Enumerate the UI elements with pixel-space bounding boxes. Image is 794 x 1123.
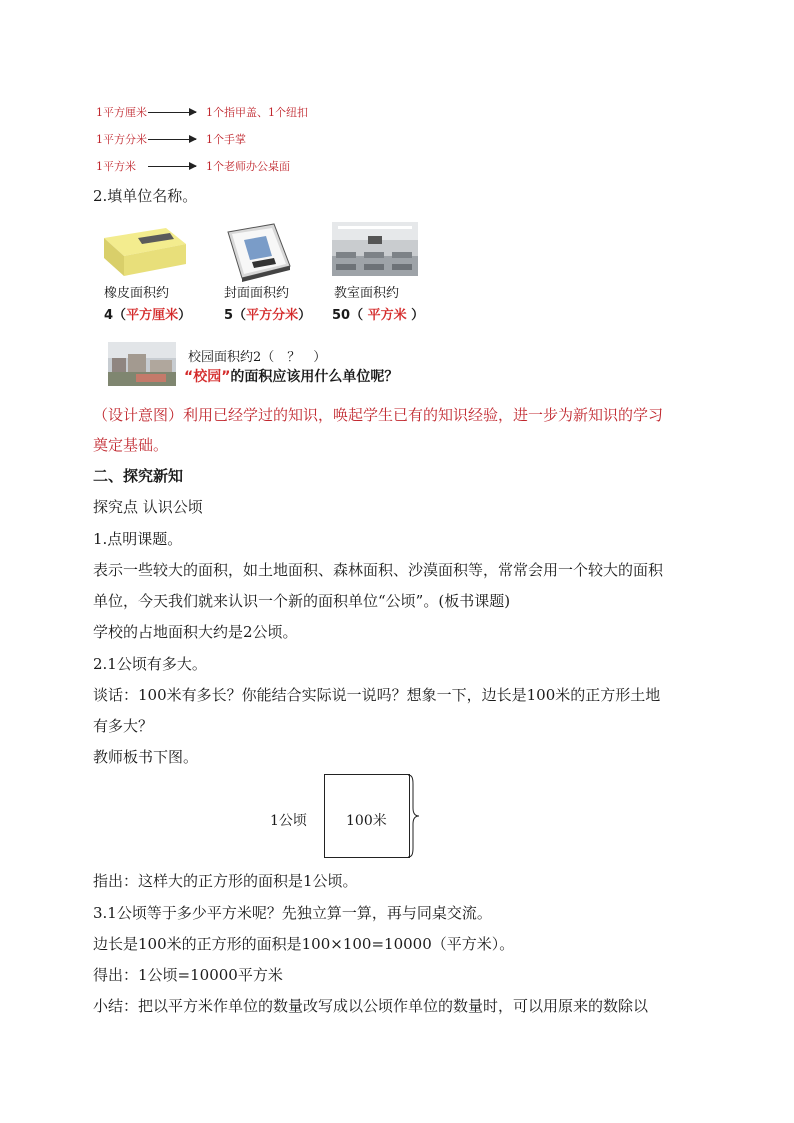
answer-number: 5 <box>224 308 234 323</box>
paragraph: 边长是100米的正方形的面积是100×100=10000（平方米）。 <box>93 935 515 953</box>
paragraph: 学校的占地面积大约是2公顷。 <box>93 623 298 641</box>
unit-label: 1平方厘米 <box>96 106 147 119</box>
answer-unit: 平方厘米 <box>126 308 179 323</box>
unit-label: 1平方米 <box>96 160 136 173</box>
answer-number: 50 <box>332 308 351 323</box>
question-2-title: 2.填单位名称。 <box>93 187 198 205</box>
paragraph: 小结：把以平方米作单位的数量改写成以公顷作单位的数量时，可以用原来的数除以 <box>93 997 649 1015</box>
arrow-right-icon <box>148 166 196 167</box>
answer-unit: 平方分米 <box>246 308 299 323</box>
object-label: 1个手掌 <box>206 133 246 146</box>
arrow-right-icon <box>148 112 196 113</box>
paragraph: 1.点明课题。 <box>93 530 183 548</box>
paragraph: 谈话：100米有多长？你能结合实际说一说吗？想象一下，边长是100米的正方形土地 <box>93 686 661 704</box>
answer-number: 4 <box>104 308 114 323</box>
answer-unit: 平方米 <box>367 308 407 323</box>
cover-caption: 封面面积约 <box>224 286 290 301</box>
paragraph: 教师板书下图。 <box>93 748 199 766</box>
design-intent-line1: （设计意图）利用已经学过的知识，唤起学生已有的知识经验，进一步为新知识的学习 <box>93 406 664 424</box>
classroom-caption: 教室面积约 <box>334 286 400 301</box>
arrow-right-icon <box>148 139 196 140</box>
cover-answer: 5（平方分米） <box>224 308 312 323</box>
campus-prompt <box>184 366 398 386</box>
book-cover-image <box>222 222 294 284</box>
section-heading: 二、探究新知 <box>93 467 184 485</box>
paragraph: 指出：这样大的正方形的面积是1公顷。 <box>93 872 358 890</box>
eraser-image <box>100 222 190 280</box>
brace-icon <box>407 774 421 858</box>
classroom-answer: 50（ 平方米 ） <box>332 308 425 323</box>
unit-label: 1平方分米 <box>96 133 147 146</box>
paragraph: 有多大？ <box>93 717 154 735</box>
paragraph: 表示一些较大的面积，如土地面积、森林面积、沙漠面积等，常常会用一个较大的面积 <box>93 561 664 579</box>
campus-question: 校园面积约2（ ？ ） <box>188 350 327 365</box>
explore-point: 探究点 认识公顷 <box>93 498 203 516</box>
design-intent-line2: 奠定基础。 <box>93 436 169 454</box>
eraser-caption: 橡皮面积约 <box>104 286 170 301</box>
object-label: 1个老师办公桌面 <box>206 160 290 173</box>
campus-prompt-text: 的面积应该用什么单位呢？ <box>230 369 399 385</box>
eraser-answer: 4（平方厘米） <box>104 308 192 323</box>
paragraph: 3.1公顷等于多少平方米呢？先独立算一算，再与同桌交流。 <box>93 904 492 922</box>
paragraph: 2.1公顷有多大。 <box>93 655 207 673</box>
campus-quote: “校园” <box>184 369 231 385</box>
paragraph: 单位，今天我们就来认识一个新的面积单位“公顷”。(板书课题) <box>93 592 511 610</box>
object-label: 1个指甲盖、1个纽扣 <box>206 106 308 119</box>
diagram-left-label: 1公顷 <box>270 813 307 829</box>
campus-image <box>108 342 176 386</box>
classroom-image <box>332 222 418 276</box>
diagram-inside-label: 100米 <box>346 813 387 829</box>
paragraph: 得出：1公顷=10000平方米 <box>93 966 283 984</box>
